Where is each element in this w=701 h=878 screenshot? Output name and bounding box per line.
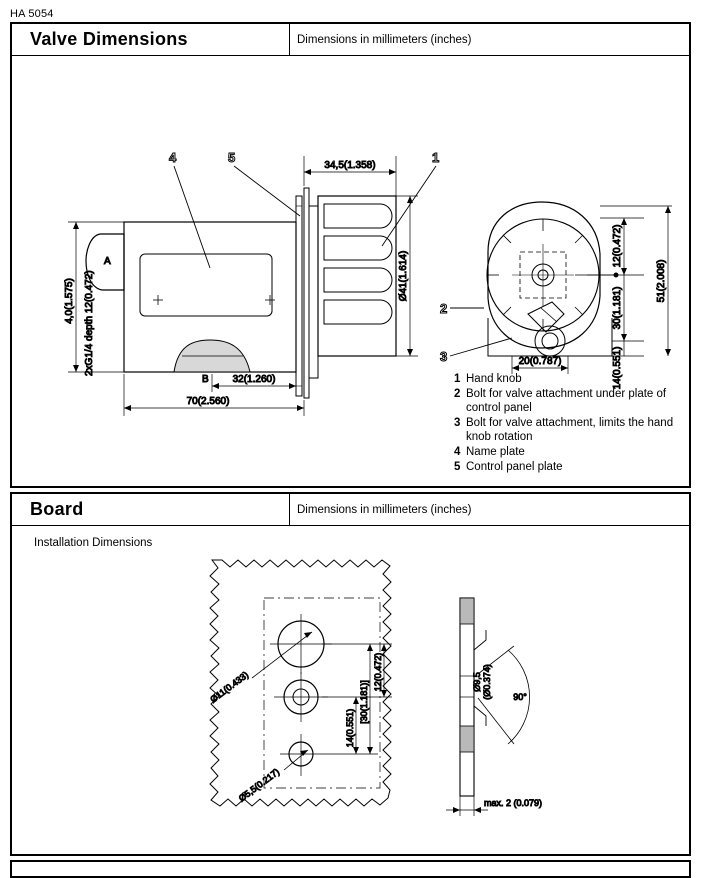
balloon-4: 4 [169, 150, 177, 165]
legend-item [454, 445, 694, 460]
document-code: HA 5054 [10, 8, 54, 20]
legend-item [454, 416, 694, 445]
valve-dimensions-section [10, 22, 691, 488]
dim-hole-small: Ø5,5(0.217) [236, 766, 282, 804]
legend-number: 4 [454, 445, 461, 458]
legend-number: 2 [454, 387, 461, 400]
valve-section-header [12, 24, 689, 56]
header-divider [289, 494, 290, 526]
svg-text:32(1.260): 32(1.260) [232, 374, 276, 385]
dim-max-note: max. 2 (0.079) [484, 798, 543, 808]
label-b: B [202, 374, 209, 385]
svg-text:Ø9,5: Ø9,5 [472, 672, 482, 692]
valve-legend [454, 372, 694, 474]
svg-text:70(2.560): 70(2.560) [186, 396, 230, 407]
balloon-5: 5 [228, 150, 236, 165]
svg-text:(Ø0.374): (Ø0.374) [482, 664, 492, 700]
svg-text:34,5(1.358): 34,5(1.358) [324, 160, 376, 171]
legend-item [454, 387, 694, 416]
svg-text:14(0.551): 14(0.551) [612, 346, 623, 390]
dim-angle: 90° [513, 692, 527, 702]
balloon-1: 1 [432, 150, 440, 165]
legend-text: Name plate [466, 445, 525, 458]
svg-text:20(0.787): 20(0.787) [518, 356, 562, 367]
balloon-2: 2 [440, 301, 448, 316]
balloon-3: 3 [440, 349, 448, 364]
legend-text: Hand knob [466, 373, 522, 385]
legend-text: Control panel plate [466, 460, 563, 473]
board-section-title: Board [30, 499, 84, 519]
valve-section-title: Valve Dimensions [30, 29, 188, 49]
legend-number: 1 [454, 373, 461, 385]
svg-text:[30(1.181)]: [30(1.181)] [359, 680, 369, 724]
legend-number: 3 [454, 416, 461, 429]
dim-hole-big: Ø11(0.433) [208, 669, 251, 705]
svg-text:2xG1/4 depth 12(0.472): 2xG1/4 depth 12(0.472) [84, 270, 95, 376]
svg-text:4,0(1.575): 4,0(1.575) [64, 278, 75, 324]
svg-text:30(1.181): 30(1.181) [612, 286, 623, 330]
bottom-strip [10, 860, 691, 878]
svg-text:12(0.472): 12(0.472) [612, 224, 623, 268]
board-drawing [12, 554, 689, 854]
board-section [10, 492, 691, 856]
legend-item [454, 460, 694, 475]
svg-text:14(0.551): 14(0.551) [345, 708, 355, 748]
legend-number: 5 [454, 460, 461, 473]
board-section-subtitle: Dimensions in millimeters (inches) [297, 504, 472, 516]
svg-text:51(2.008): 51(2.008) [656, 259, 667, 303]
valve-section-subtitle: Dimensions in millimeters (inches) [297, 34, 472, 46]
legend-text: Bolt for valve attachment under plate of control panel [466, 387, 667, 415]
legend-text: Bolt for valve attachment, limits the hand knob rotation [466, 416, 674, 444]
label-a: A [104, 256, 111, 267]
installation-dimensions-label: Installation Dimensions [34, 537, 153, 549]
svg-text:Ø41(1.614): Ø41(1.614) [398, 250, 409, 302]
svg-text:12(0.472): 12(0.472) [373, 652, 383, 692]
legend-item [454, 372, 694, 387]
header-divider [289, 24, 290, 56]
board-section-header [12, 494, 689, 526]
